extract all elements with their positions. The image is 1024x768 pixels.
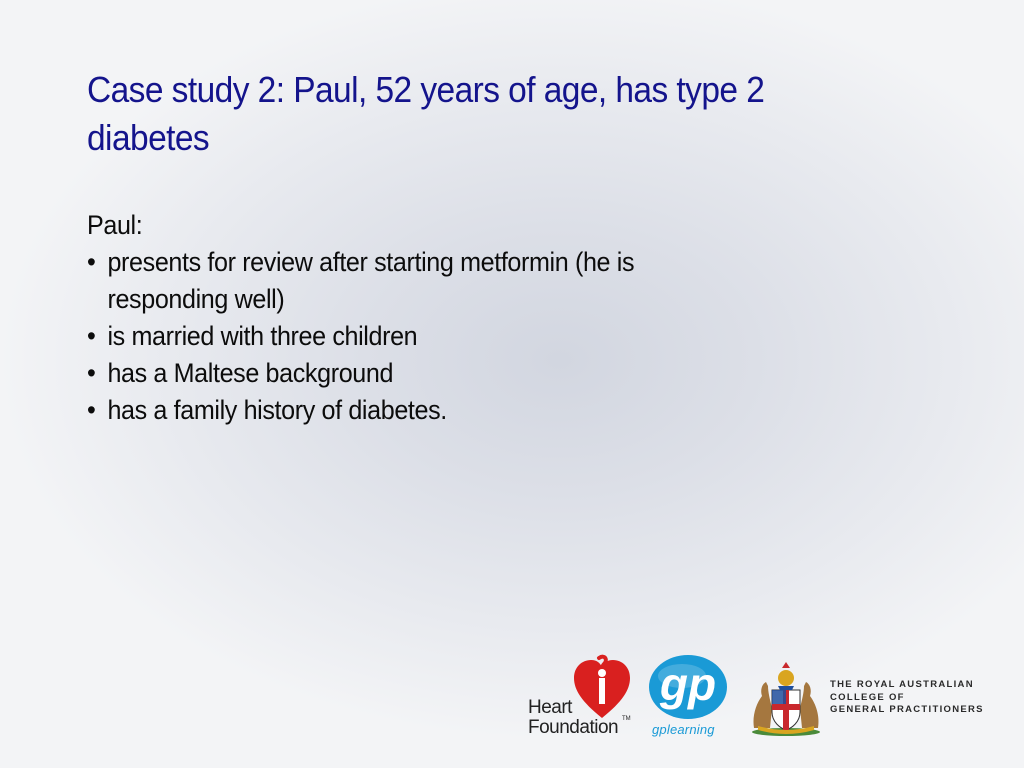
bullet-text: has a family history of diabetes. (107, 395, 447, 425)
list-item (87, 318, 738, 355)
heart-foundation-line2: Foundation (528, 717, 619, 738)
racgp-line3: GENERAL PRACTITIONERS (830, 704, 984, 715)
bullet-dot: • (87, 247, 96, 277)
list-item (87, 355, 738, 392)
slide-title: Case study 2: Paul, 52 years of age, has type 2 diabetes (87, 69, 765, 158)
sponsor-logos (520, 650, 1000, 750)
coat-of-arms-icon (748, 660, 824, 736)
bullet-text: has a Maltese background (107, 358, 394, 388)
heart-foundation-logo (528, 654, 638, 744)
heart-foundation-wordmark (528, 698, 618, 738)
bullet-dot: • (87, 395, 96, 425)
gp-logo-icon (648, 654, 728, 720)
heart-foundation-line1: Heart (528, 697, 572, 718)
bullet-list (87, 244, 738, 429)
list-item (87, 392, 738, 429)
racgp-wordmark (830, 679, 984, 717)
bullet-dot: • (87, 321, 96, 351)
slide-body (87, 207, 738, 429)
bullet-dot: • (87, 358, 96, 388)
trademark-mark: TM (622, 716, 631, 722)
racgp-line2: COLLEGE OF (830, 691, 905, 703)
gplearning-label: gplearning (652, 722, 715, 737)
bullet-text: presents for review after starting metformin (he is responding well) (107, 247, 635, 314)
gplearning-logo (648, 654, 734, 744)
intro-text: Paul: (87, 210, 143, 240)
list-item (87, 244, 738, 318)
bullet-text: is married with three children (107, 321, 418, 351)
racgp-line1: THE ROYAL AUSTRALIAN (830, 679, 974, 690)
gp-mark: gp (659, 658, 717, 710)
